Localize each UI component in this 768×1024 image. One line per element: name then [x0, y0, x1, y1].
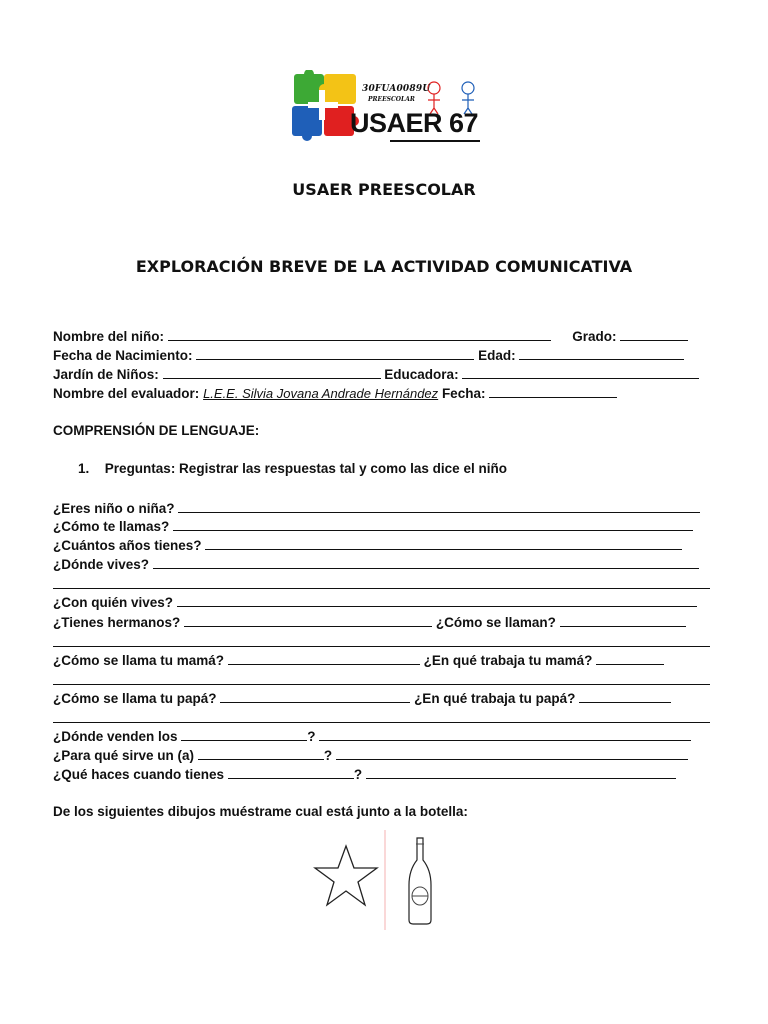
- question-label: ¿Con quién vives?: [53, 595, 174, 610]
- usaer-logo: [288, 70, 483, 144]
- picture-options: [307, 830, 467, 930]
- logo-brand: USAER 67: [350, 108, 479, 138]
- question-row: [53, 613, 686, 631]
- question-label: ¿Dónde venden los: [53, 729, 178, 744]
- answer-line[interactable]: [53, 722, 710, 723]
- grado-field[interactable]: [620, 327, 688, 341]
- question-row: [53, 765, 676, 783]
- question-row: [53, 536, 682, 554]
- question-label: ¿Cómo te llamas?: [53, 519, 170, 534]
- section-heading: COMPRENSIÓN DE LENGUAJE:: [53, 423, 260, 438]
- edad-label: Edad:: [478, 348, 516, 363]
- fecha-field[interactable]: [489, 384, 617, 398]
- answer-line[interactable]: [53, 684, 710, 685]
- answer-field[interactable]: [178, 499, 700, 513]
- fecha-nacimiento-label: Fecha de Nacimiento:: [53, 348, 193, 363]
- blank-word-field[interactable]: [198, 746, 324, 760]
- evaluador-value[interactable]: L.E.E. Silvia Jovana Andrade Hernández: [203, 386, 439, 401]
- jardin-label: Jardín de Niños:: [53, 367, 159, 382]
- list-item: [78, 461, 507, 476]
- fecha-nacimiento-field[interactable]: [196, 346, 474, 360]
- question-mark: ?: [353, 767, 363, 782]
- question-label: ¿Cuántos años tienes?: [53, 538, 202, 553]
- evaluador-label: Nombre del evaluador:: [53, 386, 200, 401]
- answer-line[interactable]: [53, 588, 710, 589]
- fecha-label: Fecha:: [441, 386, 486, 401]
- question-row: [53, 593, 697, 611]
- question-label: ¿Cómo se llama tu mamá?: [53, 653, 225, 668]
- logo-underline: [390, 140, 480, 142]
- question-label: ¿Dónde vives?: [53, 557, 150, 572]
- blank-word-field[interactable]: [228, 765, 354, 779]
- question-label: ¿Eres niño o niña?: [53, 501, 175, 516]
- question-row: [53, 517, 693, 535]
- page-title: USAER PREESCOLAR: [292, 180, 476, 199]
- question-label: ¿En qué trabaja tu mamá?: [423, 653, 593, 668]
- edad-field[interactable]: [519, 346, 684, 360]
- answer-field[interactable]: [184, 613, 432, 627]
- answer-line[interactable]: [53, 646, 710, 647]
- row-nombre: [53, 327, 688, 345]
- question-mark: ?: [323, 748, 333, 763]
- bottle-icon[interactable]: [409, 838, 431, 924]
- question-label: ¿Cómo se llaman?: [435, 615, 556, 630]
- question-label: ¿Tienes hermanos?: [53, 615, 181, 630]
- nombre-field[interactable]: [168, 327, 551, 341]
- question-row: [53, 555, 699, 573]
- star-icon[interactable]: [315, 846, 377, 905]
- answer-field[interactable]: [205, 536, 682, 550]
- answer-field[interactable]: [153, 555, 699, 569]
- jardin-field[interactable]: [163, 365, 381, 379]
- answer-field[interactable]: [596, 651, 664, 665]
- answer-field[interactable]: [560, 613, 686, 627]
- logo-subtitle: PREESCOLAR: [368, 96, 415, 103]
- instruction-text: De los siguientes dibujos muéstrame cual está junto a la botella:: [53, 804, 468, 819]
- question-label: ¿Qué haces cuando tienes: [53, 767, 225, 782]
- answer-field[interactable]: [177, 593, 697, 607]
- item-text: Preguntas: Registrar las respuestas tal y como las dice el niño: [104, 461, 507, 476]
- answer-field[interactable]: [579, 689, 671, 703]
- question-row: [53, 727, 691, 745]
- row-fecha-nacimiento: [53, 346, 684, 364]
- question-row: [53, 746, 688, 764]
- question-mark: ?: [307, 729, 316, 744]
- grado-label: Grado:: [572, 329, 617, 344]
- row-evaluador: [53, 384, 617, 402]
- question-label: ¿En qué trabaja tu papá?: [414, 691, 576, 706]
- question-row: [53, 499, 700, 517]
- question-label: ¿Para qué sirve un (a): [53, 748, 195, 763]
- question-row: [53, 689, 671, 707]
- page-subtitle: EXPLORACIÓN BREVE DE LA ACTIVIDAD COMUNICATIVA: [135, 257, 633, 276]
- answer-field[interactable]: [336, 746, 688, 760]
- educadora-label: Educadora:: [384, 367, 459, 382]
- question-label: ¿Cómo se llama tu papá?: [53, 691, 217, 706]
- row-jardin: [53, 365, 699, 383]
- nombre-label: Nombre del niño:: [53, 329, 164, 344]
- answer-field[interactable]: [366, 765, 676, 779]
- answer-field[interactable]: [220, 689, 410, 703]
- question-row: [53, 651, 664, 669]
- item-number: 1.: [78, 461, 90, 476]
- answer-field[interactable]: [319, 727, 691, 741]
- blank-word-field[interactable]: [181, 727, 307, 741]
- educadora-field[interactable]: [462, 365, 699, 379]
- answer-field[interactable]: [173, 517, 693, 531]
- logo-code: 30FUA0089U: [362, 84, 431, 94]
- answer-field[interactable]: [228, 651, 420, 665]
